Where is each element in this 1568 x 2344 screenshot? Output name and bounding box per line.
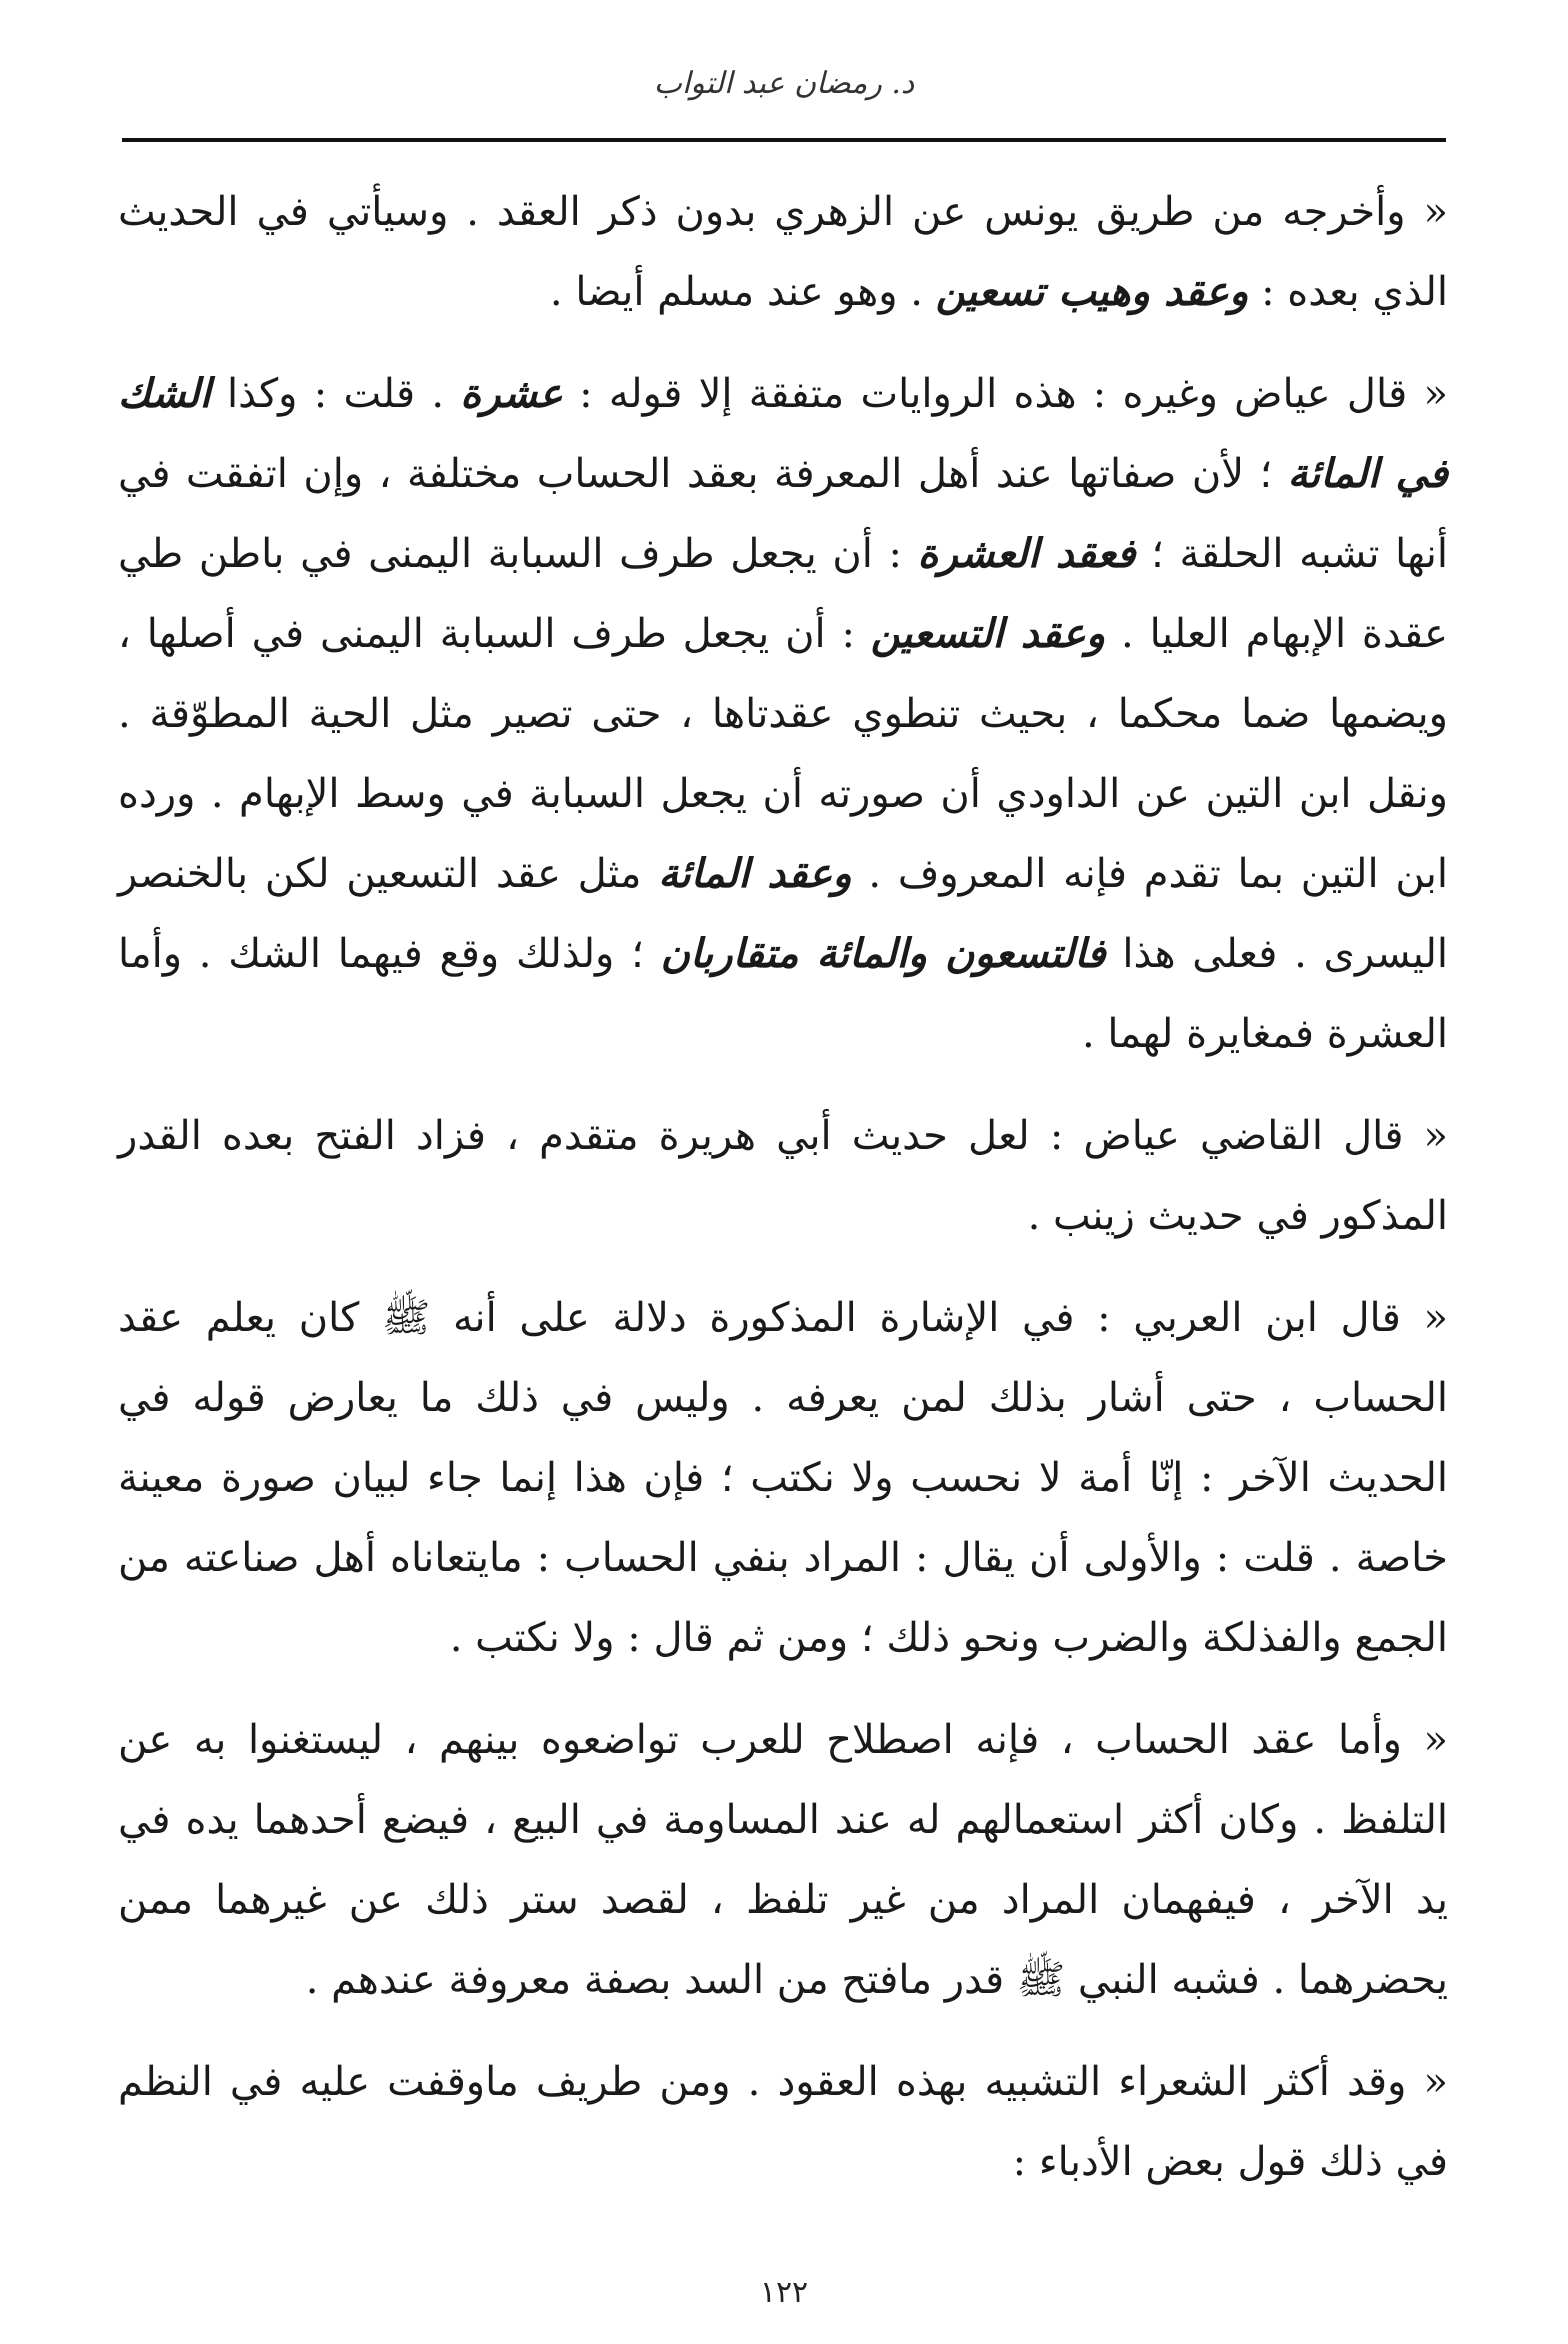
text-run: مثل عقد التسعين لكن بالخنصر اليسرى . فعلى هذا — [118, 851, 1448, 977]
text-run: « قال ابن العربي : في الإشارة المذكورة دلالة على أنه ﷺ كان يعلم عقد الحساب ، حتى أشار بذلك لمن يعرفه . وليس في ذلك ما يعارض قوله في الحديث الآخر : إنّا أمة لا نحسب ولا نكتب ؛ فإن هذا إنما جاء لبيان صورة معينة خاصة . قلت : والأولى أن يقال : المراد بنفي الحساب : مايتعاناه أهل صناعته من الجمع والفذلكة والضرب ونحو ذلك ؛ ومن ثم قال : ولا نكتب . — [118, 1295, 1448, 1661]
running-head-title: د. رمضان عبد التواب — [653, 66, 915, 101]
emphasis-term: وعقد وهيب تسعين — [935, 268, 1249, 315]
text-run: . وهو عند مسلم أيضا . — [549, 269, 936, 315]
text-run: ؛ ولذلك وقع فيهما الشك . وأما العشرة فمغايرة لهما . — [118, 931, 1448, 1057]
paragraph — [118, 354, 1448, 1074]
paragraph — [118, 1096, 1448, 1256]
text-run: . قلت : وكذا — [210, 371, 461, 417]
text-run: « قال القاضي عياض : لعل حديث أبي هريرة متقدم ، فزاد الفتح بعده القدر المذكور في حديث زينب . — [118, 1113, 1448, 1239]
text-run: « قال عياض وغيره : هذه الروايات متفقة إلا قوله : — [562, 371, 1448, 417]
text-run: : أن يجعل طرف السبابة اليمنى في باطن طي عقدة الإبهام العليا . — [118, 531, 1448, 657]
paragraph — [118, 172, 1448, 332]
page-number: ١٢٢ — [759, 2275, 809, 2310]
emphasis-term: الشك في المائة — [118, 370, 1448, 497]
text-run: : أن يجعل طرف السبابة اليمنى في أصلها ، ويضمها ضما محكما ، بحيث تنطوي عقدتاها ، حتى تصير مثل الحية المطوّقة . ونقل ابن التين عن الداودي أن صورته أن يجعل السبابة في وسط الإبهام . ورده ابن التين بما تقدم فإنه المعروف . — [118, 611, 1449, 897]
emphasis-term: فالتسعون والمائة متقاربان — [660, 930, 1106, 977]
emphasis-term: عشرة — [460, 370, 563, 417]
paragraph — [118, 1278, 1448, 1678]
header-rule — [122, 138, 1446, 142]
body-text — [118, 172, 1448, 2202]
text-run: ؛ لأن صفاتها عند أهل المعرفة بعقد الحساب مختلفة ، وإن اتفقت في أنها تشبه الحلقة ؛ — [118, 451, 1448, 577]
text-run: « وقد أكثر الشعراء التشبيه بهذه العقود . ومن طريف ماوقفت عليه في النظم في ذلك قول بعض الأدباء : — [118, 2059, 1448, 2185]
emphasis-term: فعقد العشرة — [917, 530, 1136, 577]
text-run: « وأخرجه من طريق يونس عن الزهري بدون ذكر العقد . وسيأتي في الحديث الذي بعده : — [118, 189, 1448, 315]
emphasis-term: وعقد المائة — [658, 850, 852, 897]
text-run: « وأما عقد الحساب ، فإنه اصطلاح للعرب تواضعوه بينهم ، ليستغنوا به عن التلفظ . وكان أكثر استعمالهم له عند المساومة في البيع ، فيضع أحدهما يده في يد الآخر ، فيفهمان المراد من غير تلفظ ، لقصد ستر ذلك عن غيرهما ممن يحضرهما . فشبه النبي ﷺ قدر مافتح من السد بصفة معروفة عندهم . — [118, 1717, 1449, 2003]
paragraph — [118, 1700, 1448, 2020]
paragraph — [118, 2042, 1448, 2202]
emphasis-term: وعقد التسعين — [870, 610, 1106, 657]
